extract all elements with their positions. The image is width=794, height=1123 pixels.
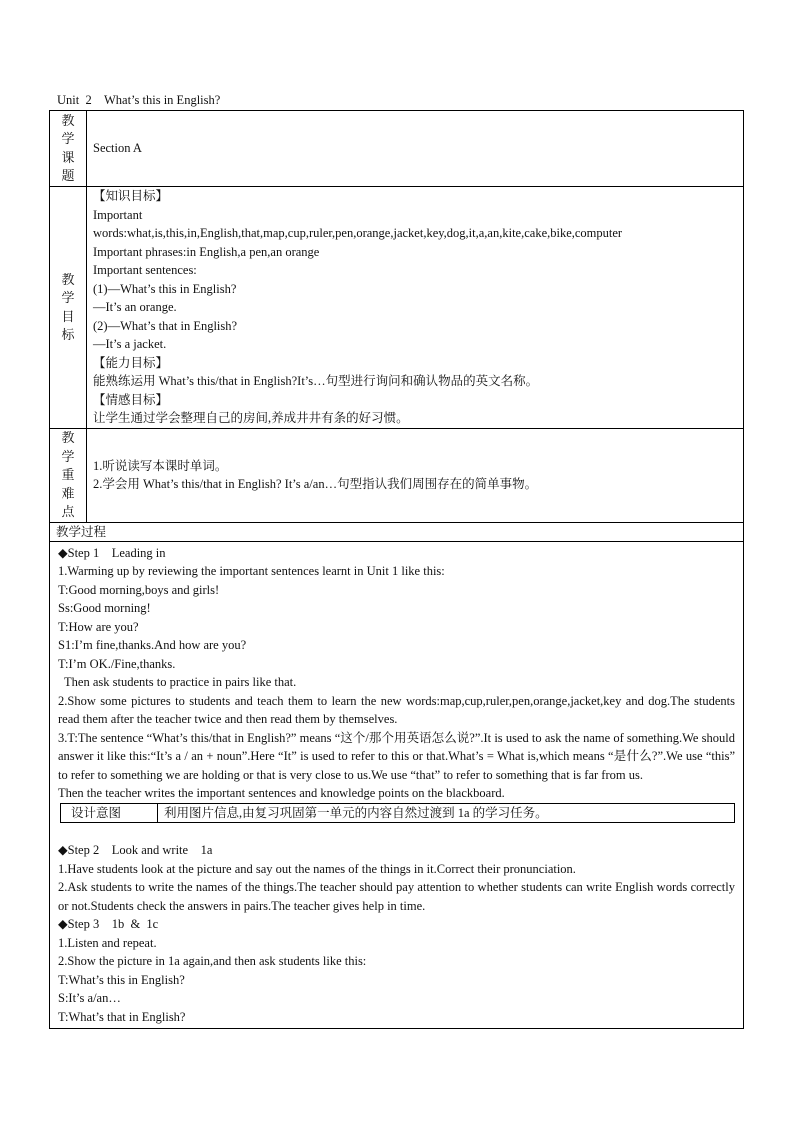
process-row (50, 541, 744, 1029)
process-header-row (50, 522, 744, 541)
step1-paragraph-3: 3.T:The sentence “What’s this/that in English?” means “这个/那个用英语怎么说?”.It is used to ask the name of something.We should answer it like this:“It’s a / an + noun”.Here “It” is used to refer to this or that.What’s = What is,which means “是什么?”.We use “this” to refer to something we are holding or that is very close to us.We use “that” to refer to something that is far from us. (58, 730, 735, 782)
step3-title: ◆Step 3 1b & 1c (58, 917, 159, 931)
lesson-plan-table (49, 110, 744, 1029)
step1-line: Then ask students to practice in pairs like that. (58, 675, 297, 689)
topic-content: Section A (87, 111, 744, 187)
objective-words: words:what,is,this,in,English,that,map,cup,ruler,pen,orange,jacket,key,dog,it,a,an,kite,cake,bike,computer (93, 226, 623, 241)
objective-heading-ability: 【能力目标】 (93, 355, 169, 370)
objectives-row (50, 187, 744, 429)
step1-paragraph-2: 2.Show some pictures to students and teach them to learn the new words:map,cup,ruler,pen,orange,jacket,key and dog.The students read them after the teacher twice and then read them by themselves. (58, 693, 735, 726)
step3-line: 1.Listen and repeat. (58, 935, 157, 950)
objective-line: 能熟练运用 What’s this/that in English?It’s…句型进行询问和确认物品的英文名称。 (93, 374, 539, 389)
objective-line: —It’s an orange. (93, 300, 177, 315)
topic-row (50, 111, 744, 187)
process-header: 教学过程 (50, 522, 744, 541)
step1-line: T:How are you? (58, 619, 139, 634)
objective-heading-knowledge: 【知识目标】 (93, 189, 169, 204)
key-points-label: 教 学 重 难 点 (50, 429, 87, 523)
objective-line: Important sentences: (93, 263, 197, 278)
key-points-row (50, 429, 744, 523)
design-intent-box (60, 803, 735, 823)
topic-label: 教 学 课 题 (50, 111, 87, 187)
objectives-content (87, 187, 744, 429)
step1-closing: Then the teacher writes the important sentences and knowledge points on the blackboard. (58, 786, 505, 800)
design-intent-label: 设计意图 (61, 803, 158, 822)
objective-heading-emotion: 【情感目标】 (93, 392, 169, 407)
step1-title: ◆Step 1 Leading in (58, 545, 166, 560)
step3-line: 2.Show the picture in 1a again,and then ask students like this: (58, 954, 367, 968)
step1-line: T:I’m OK./Fine,thanks. (58, 656, 176, 671)
step1-line: S1:I’m fine,thanks.And how are you? (58, 638, 247, 652)
step1-line: Ss:Good morning! (58, 601, 151, 615)
objective-line: Important phrases:in English,a pen,an orange (93, 244, 320, 259)
step1-line: T:Good morning,boys and girls! (58, 582, 220, 597)
step3-line: S:It’s a/an… (58, 991, 121, 1005)
objective-line: (1)—What’s this in English? (93, 281, 237, 296)
step2-paragraph-1: 1.Have students look at the picture and say out the names of the things in it.Correct their pronunciation. (58, 861, 576, 876)
process-content (50, 541, 744, 1029)
key-points-content (87, 429, 744, 523)
key-point-line: 2.学会用 What’s this/that in English? It’s a/an…句型指认我们周围存在的简单事物。 (93, 477, 538, 492)
document-title: Unit 2 What’s this in English? (57, 93, 221, 107)
step2-paragraph-2: 2.Ask students to write the names of the things.The teacher should pay attention to whether students can write English words correctly or not.Students check the answers in pairs.The teacher gives help in time. (58, 880, 735, 913)
objective-line: (2)—What’s that in English? (93, 318, 238, 333)
objective-line: Important (93, 207, 143, 222)
design-intent-text: 利用图片信息,由复习巩固第一单元的内容自然过渡到 1a 的学习任务。 (158, 803, 735, 822)
step3-line: T:What’s that in English? (58, 1009, 186, 1024)
key-point-line: 1.听说读写本课时单词。 (93, 458, 228, 473)
objective-line: —It’s a jacket. (93, 337, 167, 352)
objectives-label: 教 学 目 标 (50, 187, 87, 429)
objective-line: 让学生通过学会整理自己的房间,养成井井有条的好习惯。 (93, 411, 409, 426)
step3-line: T:What’s this in English? (58, 972, 185, 987)
step2-title: ◆Step 2 Look and write 1a (58, 843, 213, 857)
step1-line: 1.Warming up by reviewing the important sentences learnt in Unit 1 like this: (58, 564, 445, 578)
